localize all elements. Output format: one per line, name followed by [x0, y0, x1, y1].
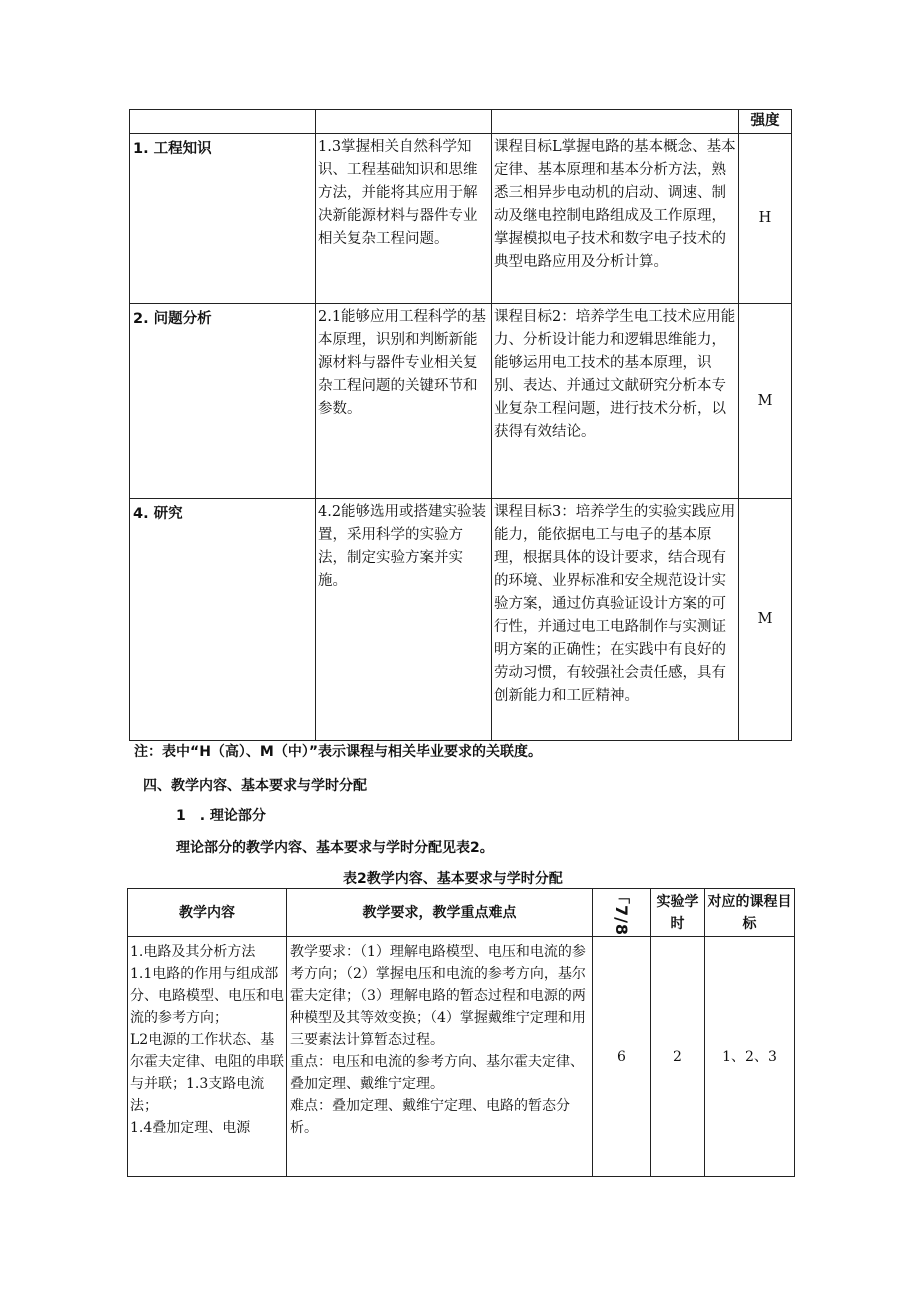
theory-hours-cell: 6: [593, 937, 651, 1177]
section-title: 四、教学内容、基本要求与学时分配: [143, 778, 367, 794]
objective-cell: 课程目标2：培养学生电工技术应用能力、分析设计能力和逻辑思维能力，能够运用电工技术的基本原理，识别、表达、并通过文献研究分析本专业复杂工程问题，进行技术分析，以获得有效结论。: [492, 304, 739, 499]
table2-caption: 表2教学内容、基本要求与学时分配: [343, 871, 563, 887]
objectives-header: 对应的课程目标: [705, 889, 795, 937]
content-cell: 1.电路及其分析方法 1.1电路的作用与组成部分、电路模型、电压和电流的参考方向； L2电源的工作状态、基尔霍夫定律、电阻的串联与并联；1.3支路电流法； 1.4叠加定理、电源: [128, 937, 287, 1177]
theory-hours-header: 「7/8: [593, 889, 651, 937]
intro-paragraph: 理论部分的教学内容、基本要求与学时分配见表2。: [176, 840, 494, 856]
strength-header: 强度: [739, 110, 792, 134]
indicator-cell: 4.2能够选用或搭建实验装置，采用科学的实验方法，制定实验方案并实施。: [316, 499, 492, 741]
requirement-cell: 1. 工程知识: [130, 134, 316, 304]
indicator-cell: 1.3掌握相关自然科学知识、工程基础知识和思维方法，并能将其应用于解决新能源材料与器件专业相关复杂工程问题。: [316, 134, 492, 304]
table1-row: [130, 304, 792, 499]
table2-header-row: [128, 889, 795, 937]
objective-cell: 课程目标L掌握电路的基本概念、基本定律、基本原理和基本分析方法，熟悉三相异步电动机的启动、调速、制动及继电控制电路组成及工作原理，掌握模拟电子技术和数字电子技术的典型电路应用及分析计算。: [492, 134, 739, 304]
objectives-cell: 1、2、3: [705, 937, 795, 1177]
table1-row: [130, 499, 792, 741]
requirement-cell: 2. 问题分析: [130, 304, 316, 499]
teaching-content-table: [127, 888, 795, 1177]
requirements-cell: 教学要求：（1）理解电路模型、电压和电流的参考方向；（2）掌握电压和电流的参考方向，基尔霍夫定律；（3）理解电路的暂态过程和电源的两种模型及其等效变换；（4）掌握戴维宁定理和用三要素法计算暂态过程。 重点：电压和电流的参考方向、基尔霍夫定律、叠加定理、戴维宁定理。 难点：叠加定理、戴维宁定理、电路的暂态分析。: [287, 937, 593, 1177]
graduation-requirements-table: [129, 109, 792, 741]
table2-row: [128, 937, 795, 1177]
table1-header-empty: [316, 110, 492, 134]
table1-header-empty: [130, 110, 316, 134]
table1-header-row: [130, 110, 792, 134]
strength-cell: M: [739, 304, 792, 499]
table1-row: [130, 134, 792, 304]
strength-cell: H: [739, 134, 792, 304]
table1-header-empty: [492, 110, 739, 134]
requirements-header: 教学要求，教学重点难点: [287, 889, 593, 937]
strength-cell: M: [739, 499, 792, 741]
table-note: 注：表中“H（高）、M（中）”表示课程与相关毕业要求的关联度。: [134, 744, 543, 760]
lab-hours-cell: 2: [651, 937, 705, 1177]
lab-hours-header: 实验学时: [651, 889, 705, 937]
requirement-cell: 4. 研究: [130, 499, 316, 741]
subsection-title: 1 . 理论部分: [176, 808, 266, 824]
objective-cell: 课程目标3：培养学生的实验实践应用能力，能依据电工与电子的基本原理，根据具体的设计要求，结合现有的环境、业界标准和安全规范设计实验方案，通过仿真验证设计方案的可行性，并通过电工电路制作与实测证明方案的正确性；在实践中有良好的劳动习惯，有较强社会责任感，具有创新能力和工匠精神。: [492, 499, 739, 741]
indicator-cell: 2.1能够应用工程科学的基本原理，识别和判断新能源材料与器件专业相关复杂工程问题的关键环节和参数。: [316, 304, 492, 499]
content-header: 教学内容: [128, 889, 287, 937]
